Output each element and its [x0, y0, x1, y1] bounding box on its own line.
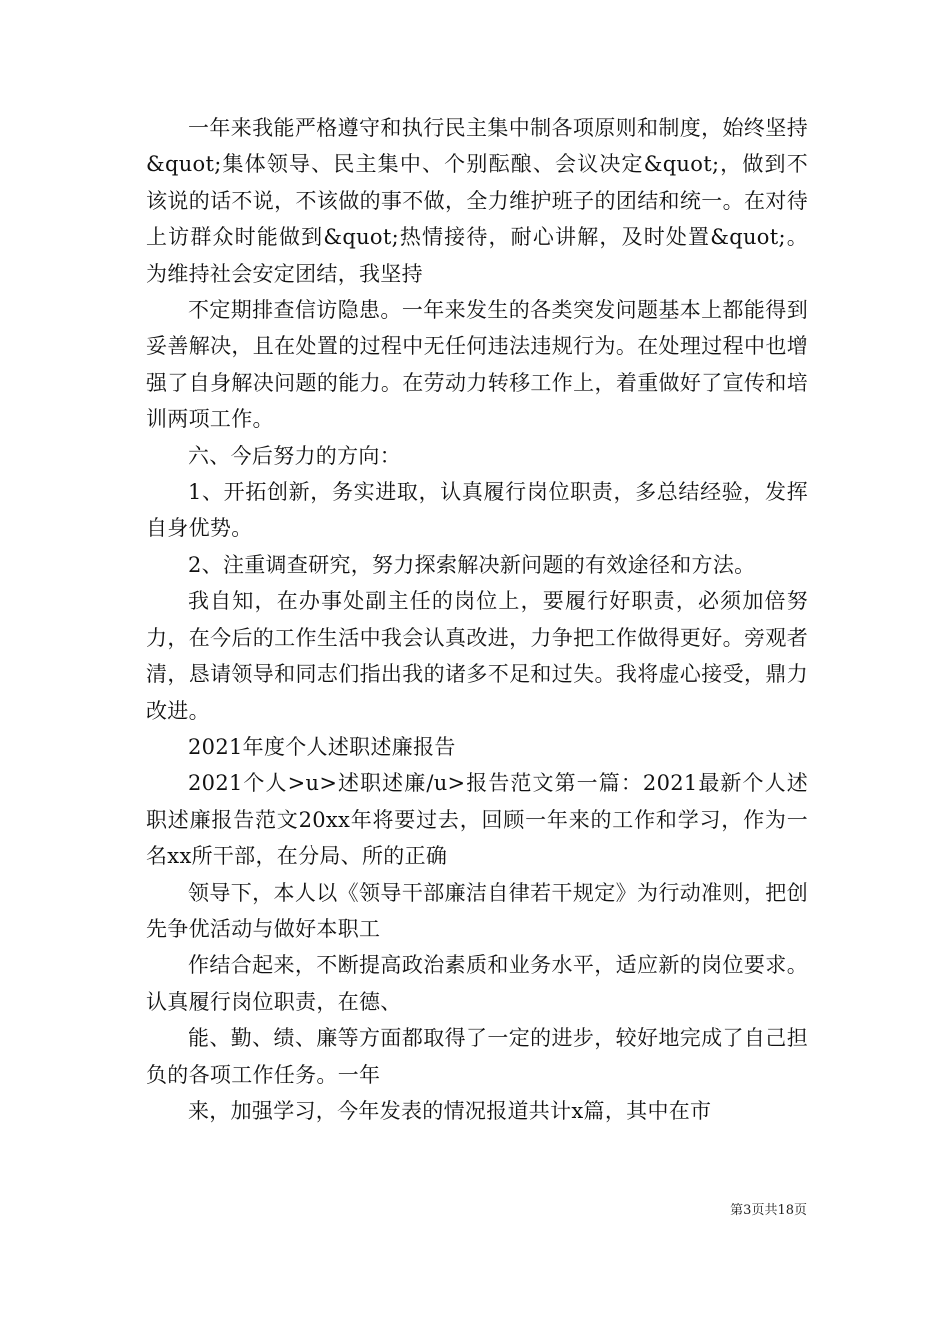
list-item-1: 1、开拓创新，务实进取，认真履行岗位职责，多总结经验，发挥自身优势。	[146, 480, 808, 541]
paragraph-study: 来，加强学习，今年发表的情况报道共计x篇，其中在市	[188, 1098, 712, 1123]
page-number: 第3页共18页	[730, 1203, 807, 1218]
paragraph-report-intro: 2021个人>u>述职述廉/u>报告范文第一篇：2021最新个人述职述廉报告范文20xx年将要过去，回顾一年来的工作和学习，作为一名xx所干部，在分局、所的正确	[146, 771, 808, 869]
paragraph-2: 不定期排查信访隐患。一年来发生的各类突发问题基本上都能得到妥善解决，且在处置的过程中无任何违法违规行为。在处理过程中也增强了自身解决问题的能力。在劳动力转移工作上，着重做好了宣传和培训两项工作。	[146, 298, 808, 432]
paragraph-progress: 能、勤、绩、廉等方面都取得了一定的进步，较好地完成了自己担负的各项工作任务。一年	[146, 1026, 808, 1087]
paragraph-work-combination: 作结合起来，不断提高政治素质和业务水平，适应新的岗位要求。认真履行岗位职责，在德、	[146, 953, 808, 1014]
list-item-2: 2、注重调查研究，努力探索解决新问题的有效途径和方法。	[188, 552, 756, 577]
paragraph-leadership: 领导下，本人以《领导干部廉洁自律若干规定》为行动准则，把创先争优活动与做好本职工	[146, 880, 808, 941]
paragraph-self-reflection: 我自知，在办事处副主任的岗位上，要履行好职责，必须加倍努力，在今后的工作生活中我会认真改进，力争把工作做得更好。旁观者清，恳请领导和同志们指出我的诸多不足和过失。我将虚心接受，鼎力改进。	[146, 589, 808, 723]
report-title: 2021年度个人述职述廉报告	[188, 734, 456, 759]
paragraph-1: 一年来我能严格遵守和执行民主集中制各项原则和制度，始终坚持&quot;集体领导、民主集中、个别酝酿、会议决定&quot;，做到不该说的话不说，不该做的事不做，全力维护班子的团结和统一。在对待上访群众时能做到&quot;热情接待，耐心讲解，及时处置&quot;。为维持社会安定团结，我坚持	[146, 116, 808, 286]
document-body	[146, 110, 808, 1129]
section-heading-future-direction: 六、今后努力的方向：	[188, 443, 401, 468]
